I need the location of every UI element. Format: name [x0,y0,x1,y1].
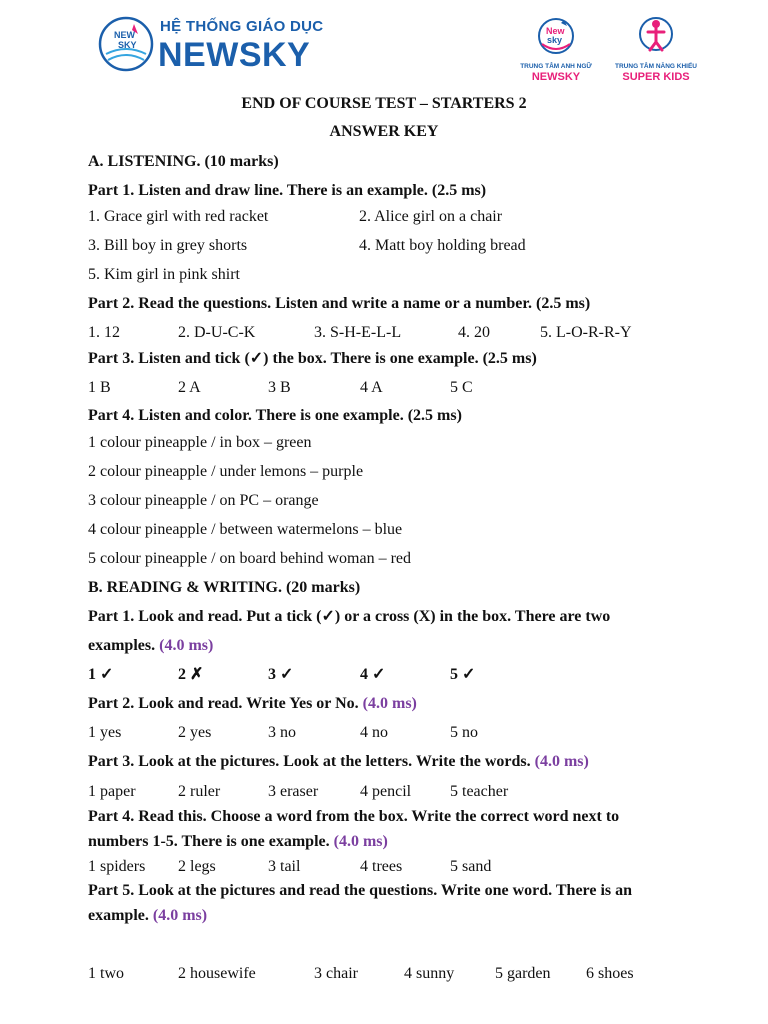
newsky-system-logo [98,12,324,80]
a4-answer: 1 colour pineapple / in box – green [88,434,312,451]
a1-heading: Part 1. Listen and draw line. There is an example. (2.5 ms) [88,182,487,199]
a2-answer: 2. D-U-C-K [178,324,256,341]
b2-answer: 3 no [268,724,296,741]
a2-answer: 3. S-H-E-L-L [314,324,402,341]
emblem-text-2: SKY [118,40,137,50]
a2-answer: 5. L-O-R-R-Y [540,324,632,341]
a4-answer: 4 colour pineapple / between watermelons – blue [88,521,403,538]
a1-answer: 3. Bill boy in grey shorts [88,237,248,254]
b1-heading-text: examples. [88,637,156,654]
a2-answer: 1. 12 [88,324,120,341]
newsky-emblem-icon [98,14,154,76]
b2-heading [88,694,417,714]
document-title: END OF COURSE TEST – STARTERS 2 [241,95,527,112]
b5-heading-text: example. [88,907,149,924]
b5-heading-line-2 [88,906,207,926]
b1-marks: (4.0 ms) [159,637,214,654]
b4-heading-text: numbers 1-5. There is one example. [88,833,330,850]
emblem-text-1: NEW [114,30,135,40]
superkids-center-logo [610,14,702,83]
b3-heading [88,752,589,772]
b4-answer: 3 tail [268,858,301,875]
b3-answer: 3 eraser [268,783,319,800]
b3-heading-text: Part 3. Look at the pictures. Look at the letters. Write the words. [88,753,531,770]
b5-answer: 2 housewife [178,965,256,982]
sky-mark-2: sky [547,35,563,45]
b3-marks: (4.0 ms) [534,753,589,770]
document-subtitle: ANSWER KEY [329,123,439,140]
a3-heading: Part 3. Listen and tick (✓) the box. There is one example. (2.5 ms) [88,350,537,367]
a4-heading: Part 4. Listen and color. There is one example. (2.5 ms) [88,407,462,424]
section-b-heading: B. READING & WRITING. (20 marks) [88,579,361,596]
a1-answer: 2. Alice girl on a chair [359,208,503,225]
b3-answer: 2 ruler [178,783,221,800]
page-header [0,0,768,90]
brand-subtitle: HỆ THỐNG GIÁO DỤC [160,18,324,35]
b5-answer: 3 chair [314,965,358,982]
b5-marks: (4.0 ms) [152,907,208,924]
b4-answer: 2 legs [178,858,216,875]
b2-answer: 1 yes [88,724,122,741]
b1-answer: 2 ✗ [178,666,204,683]
talent-center-caption: TRUNG TÂM NĂNG KHIẾU [615,63,697,70]
b2-answer: 4 no [360,724,388,741]
b1-heading-line-1: Part 1. Look and read. Put a tick (✓) or a cross (X) in the box. There are two [88,608,611,625]
talent-center-name: SUPER KIDS [622,71,690,83]
a4-answer: 3 colour pineapple / on PC – orange [88,492,319,509]
b3-answer: 5 teacher [450,783,509,800]
section-a-heading: A. LISTENING. (10 marks) [88,153,279,170]
b3-answer: 4 pencil [360,783,412,800]
b4-heading-line-1: Part 4. Read this. Choose a word from the box. Write the correct word next to [88,808,620,825]
b2-marks: (4.0 ms) [362,695,417,712]
b1-answer: 1 ✓ [88,666,114,683]
sky-mark-1: New [546,26,565,36]
a1-answer: 4. Matt boy holding bread [359,237,526,254]
b2-answer: 2 yes [178,724,212,741]
b3-answer: 1 paper [88,783,136,800]
superkids-figure-icon [636,14,676,58]
a1-answer: 1. Grace girl with red racket [88,208,269,225]
a4-answer: 2 colour pineapple / under lemons – purple [88,463,364,480]
b4-answer: 1 spiders [88,858,146,875]
b1-answer: 4 ✓ [360,666,386,683]
b5-answer: 4 sunny [404,965,455,982]
newsky-english-center-logo [512,14,600,83]
a3-answer: 3 B [268,379,291,396]
b4-answer: 4 trees [360,858,403,875]
b4-marks: (4.0 ms) [333,833,388,850]
a3-answer: 5 C [450,379,473,396]
b5-answer: 1 two [88,965,124,982]
b4-answer: 5 sand [450,858,492,875]
b2-heading-text: Part 2. Look and read. Write Yes or No. [88,695,359,712]
a3-answer: 1 B [88,379,111,396]
b2-answer: 5 no [450,724,478,741]
b1-answer: 3 ✓ [268,666,294,683]
a3-answer: 2 A [178,379,201,396]
a2-heading: Part 2. Read the questions. Listen and write a name or a number. (2.5 ms) [88,295,591,312]
english-center-name: NEWSKY [531,71,581,83]
b1-answer: 5 ✓ [450,666,476,683]
english-center-caption: TRUNG TÂM ANH NGỮ [520,63,592,70]
b5-answer: 6 shoes [586,965,634,982]
b5-heading-line-1: Part 5. Look at the pictures and read the questions. Write one word. There is an [88,882,633,899]
a3-answer: 4 A [360,379,383,396]
b1-heading-line-2 [88,636,213,656]
b5-answer: 5 garden [495,965,551,982]
a2-answer: 4. 20 [458,324,490,341]
a1-answer: 5. Kim girl in pink shirt [88,266,240,283]
b4-heading-line-2 [88,832,388,852]
newsky-sky-icon [536,14,576,58]
brand-name: NEWSKY [158,36,311,74]
a4-answer: 5 colour pineapple / on board behind woman – red [88,550,412,567]
